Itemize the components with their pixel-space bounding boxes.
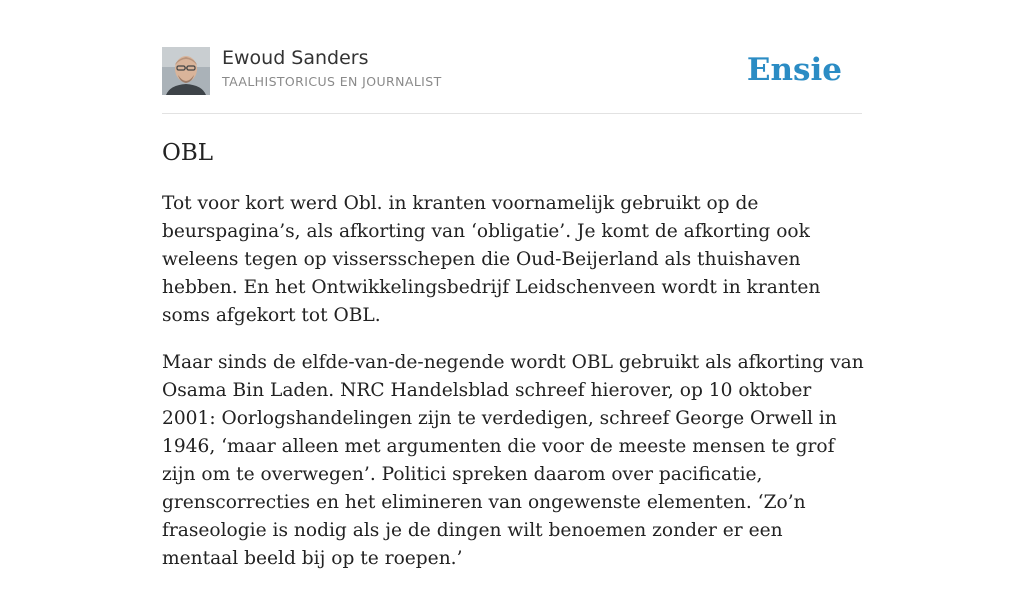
article-paragraph: Maar sinds de elfde-van-de-negende wordt OBL gebruikt als afkorting van Osama Bin Laden. NRC Handelsblad schreef hierover, op 10 oktober 2001: Oorlogshandelingen zijn te verdedigen, schreef George Orwell in 1946, ‘maar alleen met argumenten die voor de meeste mensen te grof zijn om te overwegen’. Politici spreken daarom over pacificatie, grenscorrecties en het elimineren van ongewenste elementen. ‘Zo’n fraseologie is nodig als je de dingen wilt benoemen zonder er een mentaal beeld bij op te roepen.’: [162, 352, 864, 569]
author-role: TAALHISTORICUS EN JOURNALIST: [222, 74, 442, 89]
header-divider: [162, 113, 862, 114]
author-header: [162, 46, 862, 96]
author-name[interactable]: Ewoud Sanders: [222, 47, 369, 69]
ensie-logo[interactable]: Ensie: [746, 52, 842, 88]
author-avatar[interactable]: [162, 47, 210, 95]
article-body: [162, 190, 864, 592]
article-title: OBL: [162, 140, 214, 166]
portrait-avatar-icon: [162, 47, 210, 95]
article-paragraph: Tot voor kort werd Obl. in kranten voornamelijk gebruikt op de beurspagina’s, als afkorting van ‘obligatie’. Je komt de afkorting ook weleens tegen op vissersschepen die Oud-Beijerland als thuishaven hebben. En het Ontwikkelingsbedrijf Leidschenveen wordt in kranten soms afgekort tot OBL.: [162, 193, 821, 326]
